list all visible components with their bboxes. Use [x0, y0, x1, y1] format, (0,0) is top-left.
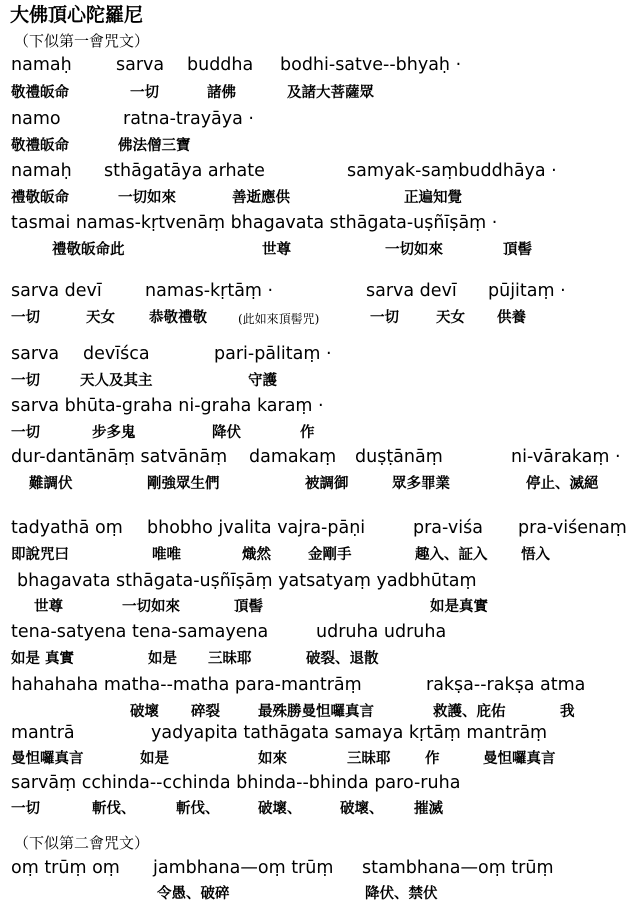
chinese-gloss: 一切如來: [385, 241, 443, 258]
chinese-gloss: 佛法僧三寶: [118, 137, 191, 154]
chinese-gloss: 破裂、退散: [306, 650, 379, 667]
section-note-1: （下似第一會咒文）: [14, 32, 150, 50]
chinese-gloss: 斬伐、: [92, 800, 136, 817]
sanskrit-word: bhobho jvalita vajra-pāṇi: [147, 518, 366, 538]
chinese-gloss: 作: [300, 424, 315, 441]
chinese-gloss: 禮敬皈命: [11, 189, 69, 206]
chinese-gloss: 守護: [248, 372, 277, 389]
chinese-gloss: 難調伏: [29, 475, 73, 492]
sanskrit-word: stambhana—oṃ trūṃ: [362, 858, 554, 878]
chinese-gloss: 一切: [11, 372, 40, 389]
chinese-gloss: 停止、滅絕: [526, 475, 599, 492]
chinese-gloss: 降伏、禁伏: [365, 885, 438, 902]
chinese-gloss: 步多鬼: [92, 424, 136, 441]
sanskrit-word: sarva devī: [366, 281, 457, 301]
sanskrit-word: pra-viśa: [413, 518, 483, 538]
sanskrit-line: bhagavata sthāgata-uṣñīṣāṃ yatsatyaṃ yadbhūtaṃ: [17, 571, 477, 591]
sanskrit-word: buddha: [187, 55, 254, 75]
chinese-gloss: 剛強眾生們: [147, 475, 220, 492]
chinese-gloss: 熾然: [242, 546, 271, 563]
chinese-gloss: 正遍知覺: [404, 189, 462, 206]
sanskrit-line: sarvāṃ cchinda--cchinda bhinda--bhinda paro-ruha: [11, 773, 461, 793]
chinese-gloss: 三昧耶: [347, 750, 391, 767]
chinese-gloss: 斬伐、: [176, 800, 220, 817]
section-note-2: （下似第二會咒文）: [14, 834, 150, 852]
chinese-gloss: 降伏: [212, 424, 241, 441]
sanskrit-word: duṣṭānāṃ: [355, 447, 443, 467]
chinese-gloss: 趣入、証入: [415, 546, 488, 563]
sanskrit-word: mantrā: [11, 723, 75, 743]
chinese-gloss: 破壞: [130, 703, 159, 720]
chinese-gloss: 令愚、破碎: [157, 885, 230, 902]
chinese-gloss: 唯唯: [152, 546, 181, 563]
chinese-gloss: 碎裂: [191, 703, 220, 720]
sanskrit-word: namo: [11, 109, 61, 129]
chinese-gloss: 如是: [148, 650, 177, 667]
sanskrit-word: pra-viśenaṃ: [518, 518, 627, 538]
sanskrit-word: oṃ trūṃ oṃ: [11, 858, 120, 878]
sanskrit-word: hahahaha matha--matha para-mantrāṃ: [11, 675, 362, 695]
chinese-gloss: 如是真實: [430, 598, 488, 615]
sanskrit-word: yadyapita tathāgata samaya kṛtāṃ mantrāṃ: [151, 723, 548, 743]
sanskrit-word: udruha udruha: [316, 622, 447, 642]
chinese-gloss: 天女: [86, 309, 115, 326]
chinese-gloss: 即說咒曰: [11, 546, 69, 563]
chinese-gloss: 頂髻: [503, 241, 532, 258]
chinese-gloss: 救護、庇佑: [433, 703, 506, 720]
sanskrit-word: tadyathā oṃ: [11, 518, 123, 538]
chinese-gloss: 曼怛囉真言: [483, 750, 556, 767]
chinese-gloss: 一切: [130, 84, 159, 101]
chinese-gloss: 一切: [11, 309, 40, 326]
chinese-gloss: 一切如來: [122, 598, 180, 615]
sanskrit-word: pūjitaṃ ·: [488, 281, 566, 301]
sanskrit-word: namas-kṛtāṃ ·: [145, 281, 274, 301]
chinese-gloss: 頂髻: [234, 598, 263, 615]
sanskrit-word: damakaṃ: [249, 447, 337, 467]
chinese-gloss: 最殊勝曼怛囉真言: [258, 703, 374, 720]
chinese-gloss: 天人及其主: [80, 372, 153, 389]
sanskrit-word: sthāgatāya arhate: [104, 161, 265, 181]
sanskrit-line: tasmai namas-kṛtvenāṃ bhagavata sthāgata-uṣñīṣāṃ ·: [11, 213, 498, 233]
document-title: 大佛頂心陀羅尼: [10, 4, 144, 26]
chinese-annotation: (此如來頂髻咒): [238, 312, 320, 326]
chinese-gloss: 一切: [11, 800, 40, 817]
chinese-gloss: 金剛手: [308, 546, 352, 563]
sanskrit-word: pari-pālitaṃ ·: [214, 344, 332, 364]
chinese-gloss: 諸佛: [207, 84, 236, 101]
chinese-gloss: 恭敬禮敬: [149, 309, 207, 326]
sanskrit-word: sarva: [116, 55, 165, 75]
chinese-gloss: 破壞、: [340, 800, 384, 817]
chinese-gloss: 世尊: [262, 241, 291, 258]
sanskrit-word: sarva: [11, 344, 60, 364]
chinese-gloss: 如來: [258, 750, 287, 767]
sanskrit-word: namaḥ: [11, 55, 72, 75]
chinese-gloss: 眾多罪業: [392, 475, 450, 492]
sanskrit-word: tena-satyena tena-samayena: [11, 622, 269, 642]
sanskrit-word: namaḥ: [11, 161, 72, 181]
sanskrit-word: jambhana—oṃ trūṃ: [153, 858, 334, 878]
sanskrit-word: ni-vārakaṃ ·: [511, 447, 621, 467]
chinese-gloss: 如是 真實: [11, 650, 75, 667]
chinese-gloss: 如是: [140, 750, 169, 767]
chinese-gloss: 被調御: [305, 475, 349, 492]
chinese-gloss: 世尊: [34, 598, 63, 615]
sanskrit-word: dur-dantānāṃ satvānāṃ: [11, 447, 228, 467]
chinese-gloss: 敬禮皈命: [11, 84, 69, 101]
chinese-gloss: 三昧耶: [208, 650, 252, 667]
chinese-gloss: 天女: [436, 309, 465, 326]
sanskrit-word: sarva devī: [11, 281, 102, 301]
chinese-gloss: 一切: [11, 424, 40, 441]
chinese-gloss: 供養: [497, 309, 526, 326]
chinese-gloss: 善逝應供: [232, 189, 290, 206]
chinese-gloss: 敬禮皈命: [11, 137, 69, 154]
sanskrit-word: devīśca: [83, 344, 150, 364]
chinese-gloss: 曼怛囉真言: [11, 750, 84, 767]
sanskrit-word: bodhi-satve--bhyaḥ ·: [280, 55, 462, 75]
chinese-gloss: 作: [425, 750, 440, 767]
chinese-gloss: 一切如來: [118, 189, 176, 206]
sanskrit-word: ratna-trayāya ·: [123, 109, 254, 129]
sanskrit-word: samyak-saṃbuddhāya ·: [347, 161, 557, 181]
chinese-gloss: 禮敬皈命此: [52, 241, 125, 258]
chinese-gloss: 我: [560, 703, 575, 720]
sanskrit-line: sarva bhūta-graha ni-graha karaṃ ·: [11, 396, 324, 416]
chinese-gloss: 摧滅: [414, 800, 443, 817]
chinese-gloss: 及諸大菩薩眾: [287, 84, 374, 101]
chinese-gloss: 破壞、: [258, 800, 302, 817]
chinese-gloss: 悟入: [521, 546, 550, 563]
sanskrit-word: rakṣa--rakṣa atma: [426, 675, 586, 695]
chinese-gloss: 一切: [370, 309, 399, 326]
